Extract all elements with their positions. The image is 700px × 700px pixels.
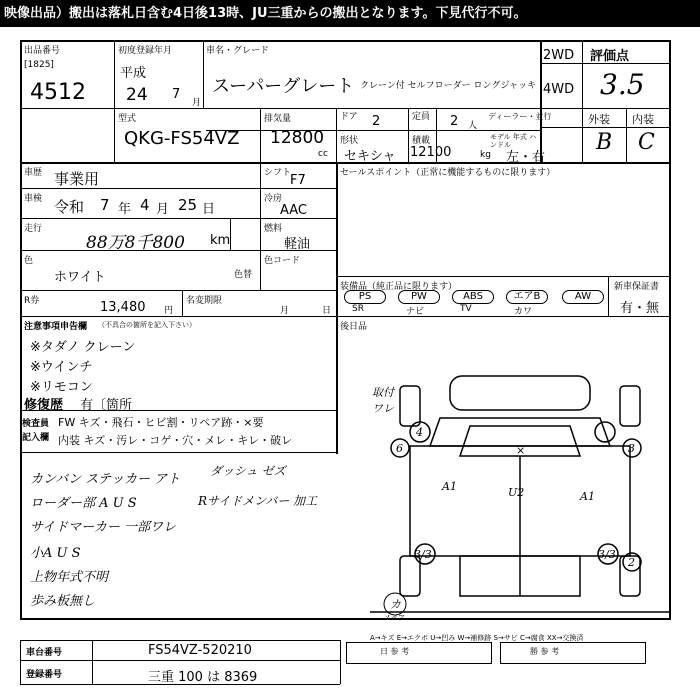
drive-4wd: 4WD <box>543 82 575 97</box>
hw-note-3: サイドマーカー 一部ワレ <box>30 520 176 535</box>
ref-a: 日 参 考 <box>380 647 410 656</box>
mark-ka: カ <box>390 598 401 611</box>
note-3: ※リモコン <box>30 380 93 395</box>
hw-note-6: 歩み板無し <box>30 594 96 609</box>
hw-note-4: 小A U S <box>30 546 81 561</box>
usage-label: 車歴 <box>24 168 43 178</box>
meigi-label: 名変期限 <box>186 296 223 306</box>
mark-a1-right: A1 <box>580 490 595 503</box>
reg-month-unit: 月 <box>192 98 202 108</box>
load-value: 12100 <box>410 145 452 160</box>
score-label: 評価点 <box>590 49 630 64</box>
mark-4: 4 <box>416 426 423 439</box>
inspection-year-unit: 年 <box>118 202 132 217</box>
car-label: 車名・グレード <box>206 46 270 56</box>
reg-label: 初度登録年月 <box>118 46 173 56</box>
recycle-value: 13,480 <box>100 300 146 315</box>
mileage-unit: km <box>210 233 231 248</box>
score-value: 3.5 <box>600 68 645 101</box>
reg-month: 7 <box>172 87 181 102</box>
mark-33-right: 3/3 <box>598 548 616 561</box>
sellpoint-label: セールスポイント（正常に機能するものに限ります） <box>340 168 556 178</box>
equip-item-bottom: TV <box>460 304 472 314</box>
equip-item-top: PW <box>398 290 440 304</box>
hw-note-5: 上物年式不明 <box>30 570 109 585</box>
shift-value: F7 <box>290 173 306 188</box>
car-name: スーパーグレート <box>212 76 355 97</box>
mileage-value: 88万8千800 <box>86 233 185 253</box>
banner: 映像出品）搬出は落札日含む4日後13時、JU三重からの搬出となります。下見代行不可。 <box>0 0 700 27</box>
hw-diagram-tag: 取付 ワレ <box>372 386 394 415</box>
notes-sub: （不具合の箇所を記入下さい） <box>98 321 196 329</box>
mark-3: 3 <box>628 442 635 455</box>
fuel-value: 軽油 <box>284 237 311 252</box>
hw-diagram-top: ダッシュ ゼズ <box>210 464 286 478</box>
legend: A→キズ E→エクボ U→凹み W→補修跡 S→サビ C→腐食 XX→交換済 <box>370 634 584 642</box>
repair-label: 修復歴 <box>24 398 64 413</box>
inspection-day-unit: 日 <box>202 202 216 217</box>
displacement-label: 排気量 <box>264 114 292 124</box>
equip-item-top: AW <box>562 290 604 304</box>
inspection-era: 令和 <box>54 198 85 216</box>
score-ext-label: 外装 <box>588 113 610 126</box>
hw-note-2: ローダー部 A U S <box>30 496 137 511</box>
inspection-label: 車検 <box>24 194 43 204</box>
handle-label: モデル 年式 ハンドル <box>490 133 537 149</box>
doors-value: 2 <box>372 114 381 129</box>
color-label: 色 <box>24 256 34 266</box>
meigi-month: 月 <box>280 306 290 316</box>
dealer-label: ディーラー・並行 <box>488 112 552 121</box>
inspector-row-1: FW キズ・飛石・ヒビ割・リペア跡・×要 <box>58 416 264 429</box>
hw-note-1: カンバン ステッカー アト <box>30 472 181 487</box>
capacity-value: 2 <box>450 114 459 129</box>
rear-label: 後日品 <box>340 322 368 332</box>
lot-sub: [1825] <box>24 60 54 70</box>
color-value: ホワイト <box>54 270 106 285</box>
equip-item-top: ABS <box>452 290 494 304</box>
mark-u2: U2 <box>508 486 525 499</box>
reg-era: 平成 <box>120 66 147 81</box>
mark-a1-left: A1 <box>442 480 457 493</box>
chassis-label: 車台番号 <box>26 648 63 658</box>
ref-box-b <box>500 642 646 664</box>
recycle-unit: 円 <box>164 306 174 316</box>
hw-diagram-mid: Rサイドメンバー 加工 <box>198 494 318 508</box>
handle-value: 左・右 <box>506 150 546 165</box>
shape-label: 形状 <box>340 136 359 146</box>
note-1: ※タダノ クレーン <box>30 340 136 355</box>
plate-label: 登録番号 <box>26 670 63 680</box>
equip-item-bottom: カワ <box>514 307 533 317</box>
ref-b: 勝 参 考 <box>530 647 560 656</box>
inspection-month: 4 <box>140 196 150 214</box>
lot-number: 4512 <box>30 80 86 105</box>
fuel-label: 燃料 <box>264 224 283 234</box>
load-unit: kg <box>480 150 491 160</box>
repair-value: 有〔箇所 <box>80 398 133 413</box>
shift-label: シフト <box>264 168 292 178</box>
mark-33-left: 3/3 <box>414 548 432 561</box>
displacement-unit: cc <box>318 149 328 159</box>
newcar-label: 新車保証書 <box>614 282 660 292</box>
capacity-label: 定員 <box>412 112 431 122</box>
inspection-year: 7 <box>100 196 110 214</box>
load-label: 積載 <box>412 136 431 146</box>
lot-label: 出品番号 <box>24 46 61 56</box>
model-label: 型式 <box>118 114 137 124</box>
mark-x: × <box>516 444 526 457</box>
ref-box-a <box>346 642 492 664</box>
equip-item-bottom: ナビ <box>406 307 425 317</box>
aircon-value: AAC <box>280 203 307 218</box>
inspector-label-1: 検査員 <box>22 419 50 429</box>
equip-item-bottom: SR <box>352 304 364 314</box>
equip-item-top: PS <box>344 290 386 304</box>
recycle-label: R券 <box>24 296 40 306</box>
displacement-value: 12800 <box>270 128 325 148</box>
plate-value: 三重 100 は 8369 <box>148 670 258 685</box>
doors-label: ドア <box>340 112 358 122</box>
equip-item-top: エアB <box>506 290 548 304</box>
model-value: QKG-FS54VZ <box>124 128 240 149</box>
inspector-row-2: 内装 キズ・汚レ・コゲ・穴・メレ・キレ・破レ <box>58 434 293 447</box>
color-change-label: 色替 <box>234 270 253 280</box>
score-int: C <box>638 130 655 155</box>
car-grade: クレーン付 セルフローダー ロングジャッキ <box>360 81 537 91</box>
inspection-day: 25 <box>178 196 198 214</box>
chassis-value: FS54VZ-520210 <box>148 643 252 658</box>
aircon-label: 冷房 <box>264 194 283 204</box>
newcar-value: 有・無 <box>620 301 660 316</box>
drive-2wd: 2WD <box>543 48 575 63</box>
color-code-label: 色コード <box>264 256 301 266</box>
note-2: ※ウインチ <box>30 360 93 375</box>
mark-2: 2 <box>628 556 635 569</box>
equip-label: 装備品（純正品に限ります） <box>340 282 458 292</box>
capacity-unit: 人 <box>468 121 478 131</box>
reg-year: 24 <box>126 85 148 105</box>
usage-value: 事業用 <box>54 170 100 188</box>
mileage-label: 走行 <box>24 224 43 234</box>
notes-label: 注意事項申告欄 <box>24 322 88 332</box>
meigi-day: 日 <box>322 306 332 316</box>
score-int-label: 内装 <box>632 113 654 126</box>
score-ext: B <box>596 130 613 155</box>
inspector-label-2: 記入欄 <box>22 433 50 443</box>
vehicle-diagram <box>370 366 670 622</box>
mark-6: 6 <box>396 442 403 455</box>
inspection-month-unit: 月 <box>156 202 170 217</box>
spare-label: スペア <box>384 614 405 622</box>
shape-value: セキシャ <box>344 149 396 164</box>
